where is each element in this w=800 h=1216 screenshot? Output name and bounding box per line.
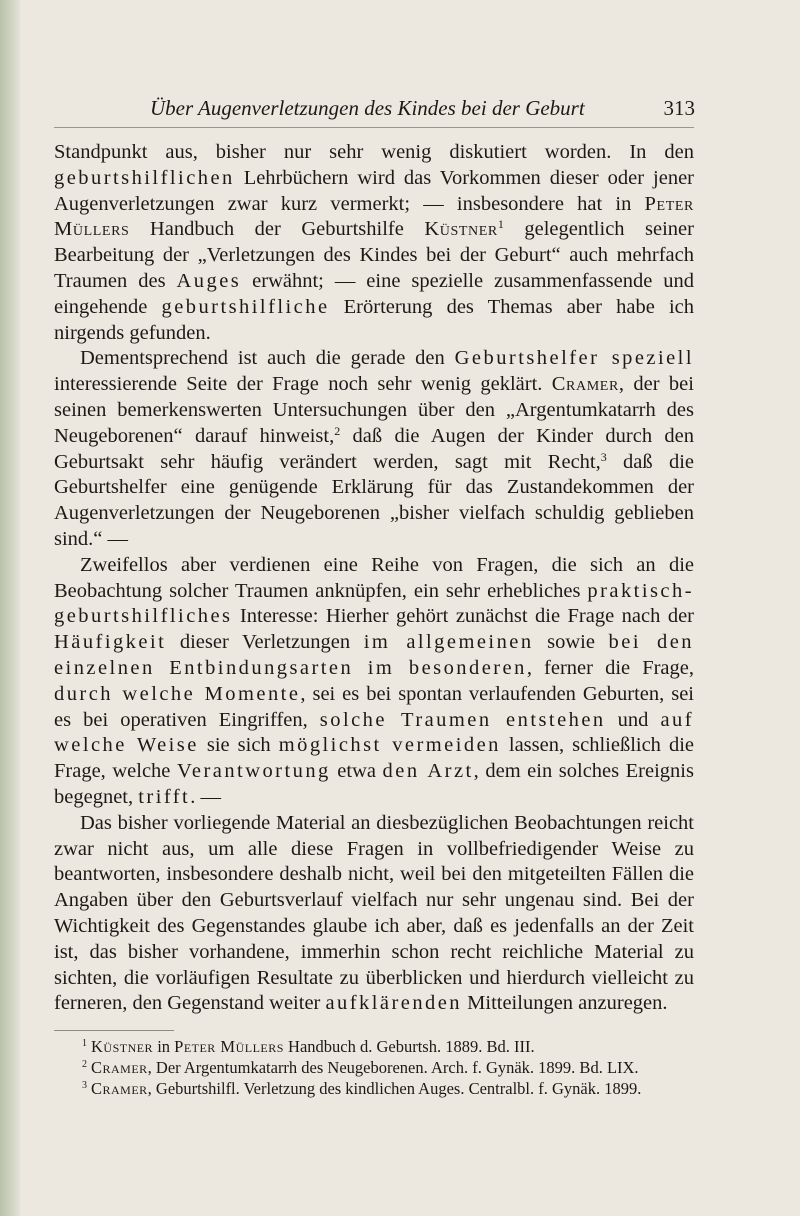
footnote-rule [54,1030,174,1031]
text-run: daß die Geburtshelfer eine genügende Erklärung für das Zustandekommen der Augenverletzungen der Neugeborenen „bisher vielfach schuldig geblieben sind.“ — [54,450,694,550]
text-run: , dem ein solches Ereignis begegnet, [54,760,694,808]
author-name: Cramer [91,1079,148,1098]
header-rule [54,127,694,128]
author-name: Cramer [91,1058,148,1077]
text-run: , ferner die Frage, [526,656,694,679]
page-binding-edge [0,0,20,1216]
text-run: sie sich [198,734,279,757]
footnote-ref[interactable]: 1 [497,217,504,232]
footnote [54,1037,694,1057]
emphasis-text: geburtshilfliche [161,295,330,318]
paragraph [54,346,694,552]
paragraph [54,553,694,811]
text-run: Standpunkt aus, bisher nur sehr wenig diskutiert worden. In den [54,141,694,163]
text-run: . — [190,785,221,808]
text-run: , Der Argentumkatarrh des Neugeborenen. Arch. f. Gynäk. 1899. Bd. LIX. [147,1058,639,1077]
text-run: erwähnt; — eine spezielle zusammenfassende und eingehende [54,269,694,318]
body-text [54,140,694,1017]
text-run: und [605,708,661,731]
running-header [150,96,695,126]
emphasis-text: Auges [176,269,242,292]
footnotes [54,1037,694,1100]
author-name: Cramer [551,373,619,396]
emphasis-text: aufklärenden [325,992,463,1015]
paragraph [54,811,694,1017]
running-title: Über Augenverletzungen des Kindes bei der Geburt [150,96,585,120]
emphasis-text: den Arzt [382,760,474,783]
footnote [54,1058,694,1078]
emphasis-text: durch welche Momente [54,682,301,705]
text-run: sowie [533,631,609,654]
emphasis-text: trifft [138,785,191,808]
author-name: Peter Müllers [174,1037,284,1056]
text-run: lassen, schließlich die Frage, welche [54,734,695,783]
text-run: Handbuch der Geburtshilfe [129,218,425,241]
emphasis-text: bei den einzelnen Entbindungsarten im besonderen [54,631,694,679]
text-run: Interesse: Hierher gehört zunächst die Frage nach der [232,605,694,628]
emphasis-text: auf welche Weise [54,708,694,757]
text-run: daß die Augen der Kinder durch den Geburtsakt sehr häufig verändert werden, sagt mit Recht, [54,424,694,473]
text-run: , sei es bei spontan verlaufenden Geburten, sei es bei operativen Eingriffen, [54,682,694,731]
page-number: 313 [663,96,695,120]
text-run: etwa [330,760,383,783]
text-run: , der bei seinen bemerkenswerten Untersuchungen über den „Argentumkatarrh des Neugeborenen“ darauf hinweist, [54,373,694,447]
emphasis-text: praktisch-geburtshilfliches [54,579,694,628]
text-run: Dementsprechend ist auch die gerade den [80,347,455,370]
author-name: Küstner [424,218,498,241]
emphasis-text: Häufigkeit [54,631,167,654]
emphasis-text: Verantwortung [176,760,331,783]
text-run: Das bisher vorliegende Material an diesbezüglichen Beobachtungen reicht zwar nicht aus, um alle diese Fragen in vollbefriedigender Weise zu beantworten, insbesondere deshalb nicht, weil bei den mitgeteilten Fällen die Angaben über den Geburtsverlauf vielfach nur sehr ungenau sind. Bei der Wichtigkeit des Gegenstandes glaube ich aber, daß es jedenfalls an der Zeit ist, das bisher vorhandene, immerhin schon recht reichliche Material zu sichten, die vorläufigen Resultate zu überblicken und hierdurch vielleicht zu ferneren, den Gegenstand weiter [54,811,694,1015]
author-name: Küstner [91,1037,154,1056]
text-run: Erörterung des Themas aber habe ich nirgends gefunden. [54,295,694,344]
footnote [54,1079,694,1099]
emphasis-text: geburtshilflichen [54,166,235,189]
author-name: Peter Müllers [54,192,694,241]
emphasis-text: möglichst vermeiden [278,734,501,757]
text-run: interessierende Seite der Frage noch sehr wenig geklärt. [54,373,552,396]
text-run: Mitteilungen anzuregen. [462,992,668,1015]
text-run: , Geburtshilfl. Verletzung des kindlichen Auges. Centralbl. f. Gynäk. 1899. [147,1079,642,1098]
emphasis-text: solche Traumen entstehen [319,708,606,731]
text-run: Handbuch d. Geburtsh. 1889. Bd. III. [283,1037,535,1056]
text-run: gelegentlich seiner Bearbeitung der „Verletzungen des Kindes bei der Geburt“ auch mehrfach Traumen des [54,218,694,292]
text-run: Zweifellos aber verdienen eine Reihe von Fragen, die sich an die Beobachtung solcher Traumen anknüpfen, ein sehr erhebliches [54,553,694,602]
text-run: in [153,1037,175,1056]
footnote-number: 2 [82,1059,87,1070]
text-run: Lehrbüchern wird das Vorkommen dieser oder jener Augenverletzungen zwar kurz vermerkt; — insbesondere hat in [54,166,694,215]
footnote-ref[interactable]: 3 [600,449,607,464]
footnote-number: 3 [82,1080,87,1091]
emphasis-text: Geburtshelfer speziell [454,347,694,370]
text-run: dieser Verletzungen [166,631,364,654]
paragraph [54,140,694,346]
footnote-ref[interactable]: 2 [334,423,341,438]
emphasis-text: im allgemeinen [363,631,534,654]
footnote-number: 1 [82,1038,87,1049]
